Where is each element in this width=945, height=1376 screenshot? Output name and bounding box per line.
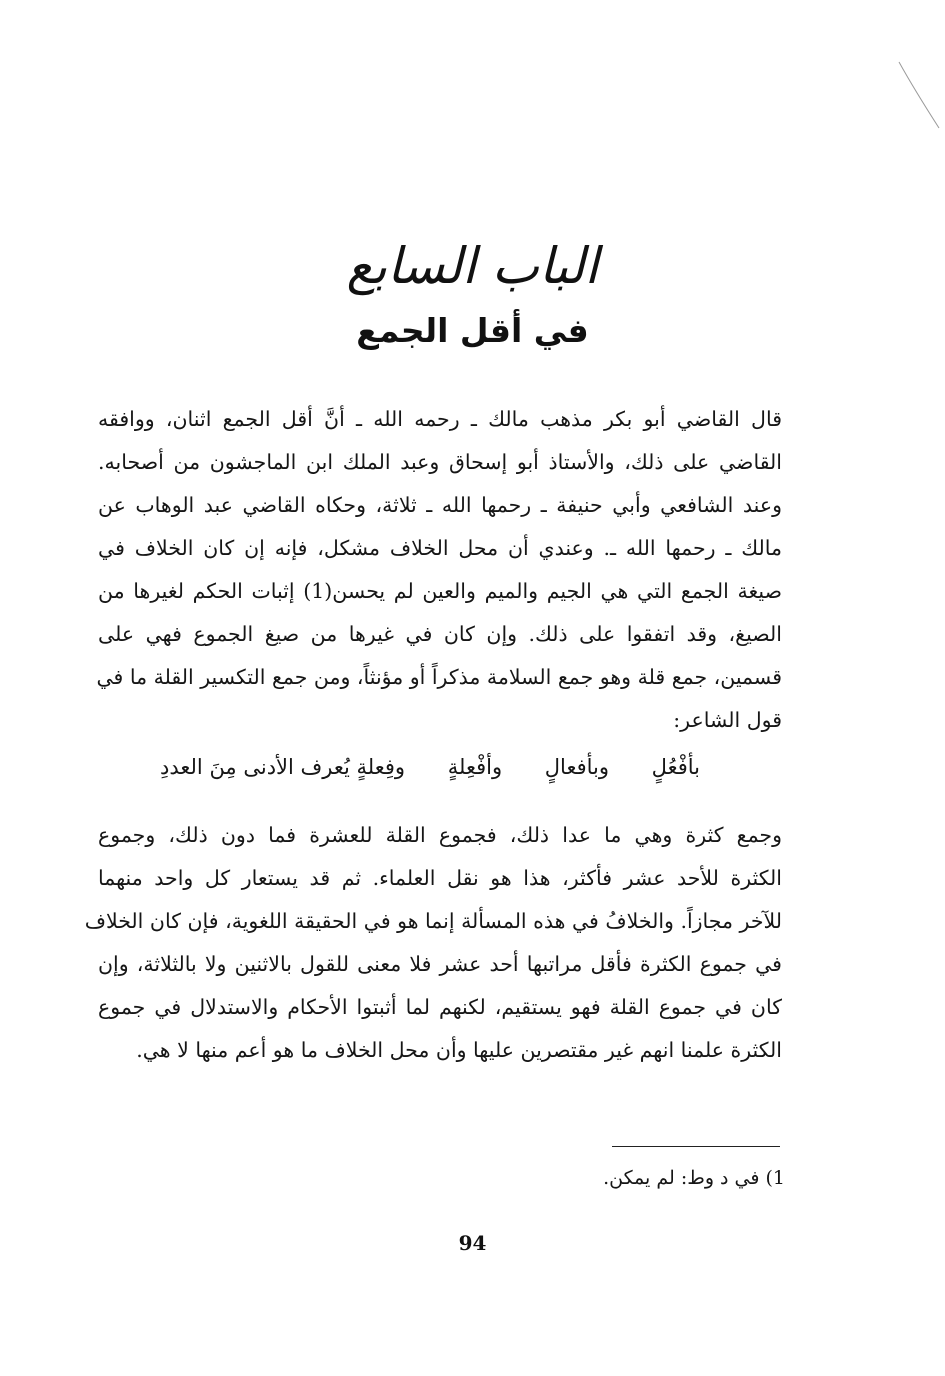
page-number: 94 [458,1231,487,1255]
text-line: الصيغ، وقد اتفقوا على ذلك. وإن كان في غيرها من صيغ الجموع فهي على [98,622,782,646]
scan-edge-mark [881,60,941,130]
text-line: قول الشاعر: [673,708,782,732]
text-line: قسمين، جمع قلة وهو جمع السلامة مذكراً أو مؤنثاً، ومن جمع التكسير القلة ما في [96,665,782,689]
paragraph-1 [98,398,782,742]
text-line: وعند الشافعي وأبي حنيفة ـ رحمها الله ـ ثلاثة، وحكاه القاضي عبد الوهاب عن [98,493,782,517]
text-line: للآخر مجازاً. والخلافُ في هذه المسألة إنما هو في الحقيقة اللغوية، فإن كان الخلاف [84,909,782,933]
text-line: القاضي على ذلك، والأستاذ أبو إسحاق وعبد الملك ابن الماجشون من أصحابه. [98,450,782,474]
paragraph-2 [84,814,782,1072]
text-line: الكثرة علمنا انهم غير مقتصرين عليها وأن محل الخلاف ما هو أعم منها لا هي. [136,1038,782,1062]
chapter-subtitle: في أقل الجمع [356,311,589,350]
poetry-verse [160,744,700,790]
verse-part: بأفْعُلٍ [651,755,700,779]
verse-part: وفِعلةٍ يُعرف الأدنى مِنَ العددِ [160,755,406,779]
text-line: الكثرة للأحد عشر فأكثر، هذا هو نقل العلماء. ثم قد يستعار كل واحد منهما [98,866,782,890]
verse-part: وبأفعالٍ [544,755,609,779]
text-line: صيغة الجمع التي هي الجيم والميم والعين لم يحسن(1) إثبات الحكم لغيرها من [98,579,782,603]
text-line: قال القاضي أبو بكر مذهب مالك ـ رحمه الله ـ أنَّ أقل الجمع اثنان، ووافقه [98,407,782,431]
footnote: 1) في د وط: لم يمكن. [603,1167,785,1189]
text-line: في جموع الكثرة فأقل مراتبها أحد عشر فلا معنى للقول بالاثنين ولا بالثلاثة، وإن [98,952,782,976]
text-line: وجمع كثرة وهي ما عدا ذلك، فجموع القلة للعشرة فما دون ذلك، وجموع [98,823,782,847]
verse-part: وأفْعِلةٍ [447,755,503,779]
text-line: كان في جموع القلة فهو يستقيم، لكنهم لما أثبتوا الأحكام والاستدلال في جموع [98,995,782,1019]
text-line: مالك ـ رحمها الله ـ. وعندي أن محل الخلاف مشكل، فإنه إن كان الخلاف في [98,536,782,560]
footnote-divider [612,1146,780,1147]
chapter-title: الباب السابع [346,237,599,295]
